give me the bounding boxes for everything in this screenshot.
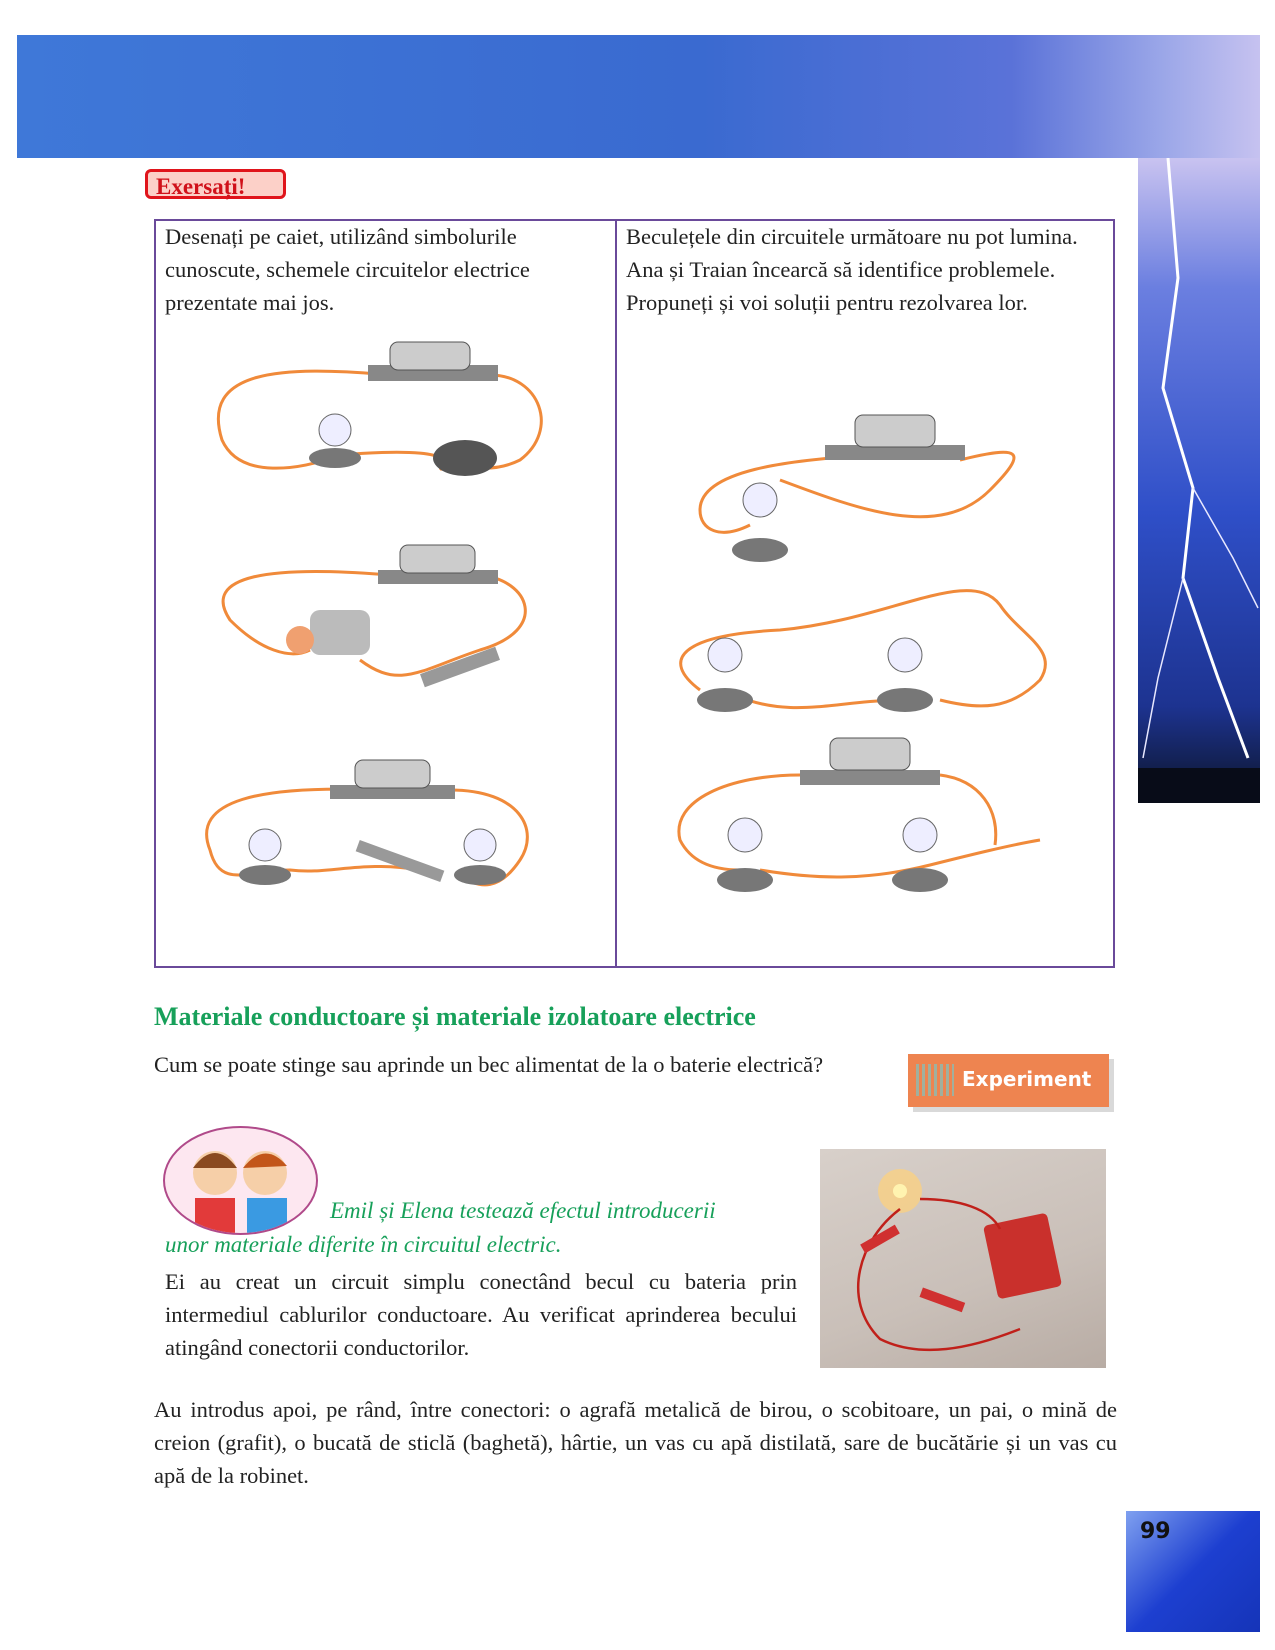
paragraph-circuit: Ei au creat un circuit simplu conectând becul cu bateria prin intermediul cablurilor conductoare. Au verificat aprinderea becului atingând conectorii conductorilor.	[165, 1269, 797, 1360]
question-text: Cum se poate stinge sau aprinde un bec alimentat de la o baterie electrică?	[154, 1052, 824, 1077]
exercise-badge: Exersați!	[145, 169, 286, 199]
dots-pattern-icon	[916, 1064, 954, 1096]
circuit-2	[223, 545, 525, 687]
faulty-circuit-2	[681, 591, 1046, 712]
experiment-label	[908, 1054, 1109, 1107]
italic-intro-line2: unor materiale diferite în circuitul electric.	[165, 1232, 562, 1257]
page-number-box	[1126, 1511, 1260, 1632]
children-illustration	[163, 1126, 318, 1235]
paragraph-materials: Au introdus apoi, pe rând, între conectori: o agrafă metalică de birou, o scobitoare, un pai, o mină de creion (grafit), o bucată de sticlă (baghetă), hârtie, un vas cu apă distilată, sare de bucătărie și un vas cu apă de la robinet.	[154, 1397, 1117, 1488]
italic-intro-line1: Emil și Elena testează efectul introducerii	[330, 1198, 716, 1223]
circuit-1	[218, 342, 541, 476]
exercise-left-text: Desenați pe caiet, utilizând simbolurile cunoscute, schemele circuitelor electrice prezentate mai jos.	[165, 224, 530, 315]
circuit-illustrations-left	[160, 330, 610, 950]
box-divider	[615, 219, 617, 968]
lightning-bolt-icon	[1138, 158, 1260, 803]
circuit-illustrations-right	[640, 400, 1080, 930]
faulty-circuit-3	[679, 738, 1040, 892]
experiment-photo	[820, 1149, 1106, 1368]
section-heading: Materiale conductoare și materiale izolatoare electrice	[154, 1002, 756, 1031]
header-banner	[17, 35, 1260, 158]
experiment-text: Experiment	[962, 1067, 1092, 1091]
page-number: 99	[1140, 1519, 1171, 1544]
faulty-circuit-1	[700, 415, 1014, 562]
exercise-right-text: Beculețele din circuitele următoare nu pot lumina. Ana și Traian încearcă să identifice problemele. Propuneți și voi soluții pentru rezolvarea lor.	[626, 224, 1078, 315]
circuit-3	[207, 760, 528, 885]
lightning-image	[1138, 158, 1260, 803]
